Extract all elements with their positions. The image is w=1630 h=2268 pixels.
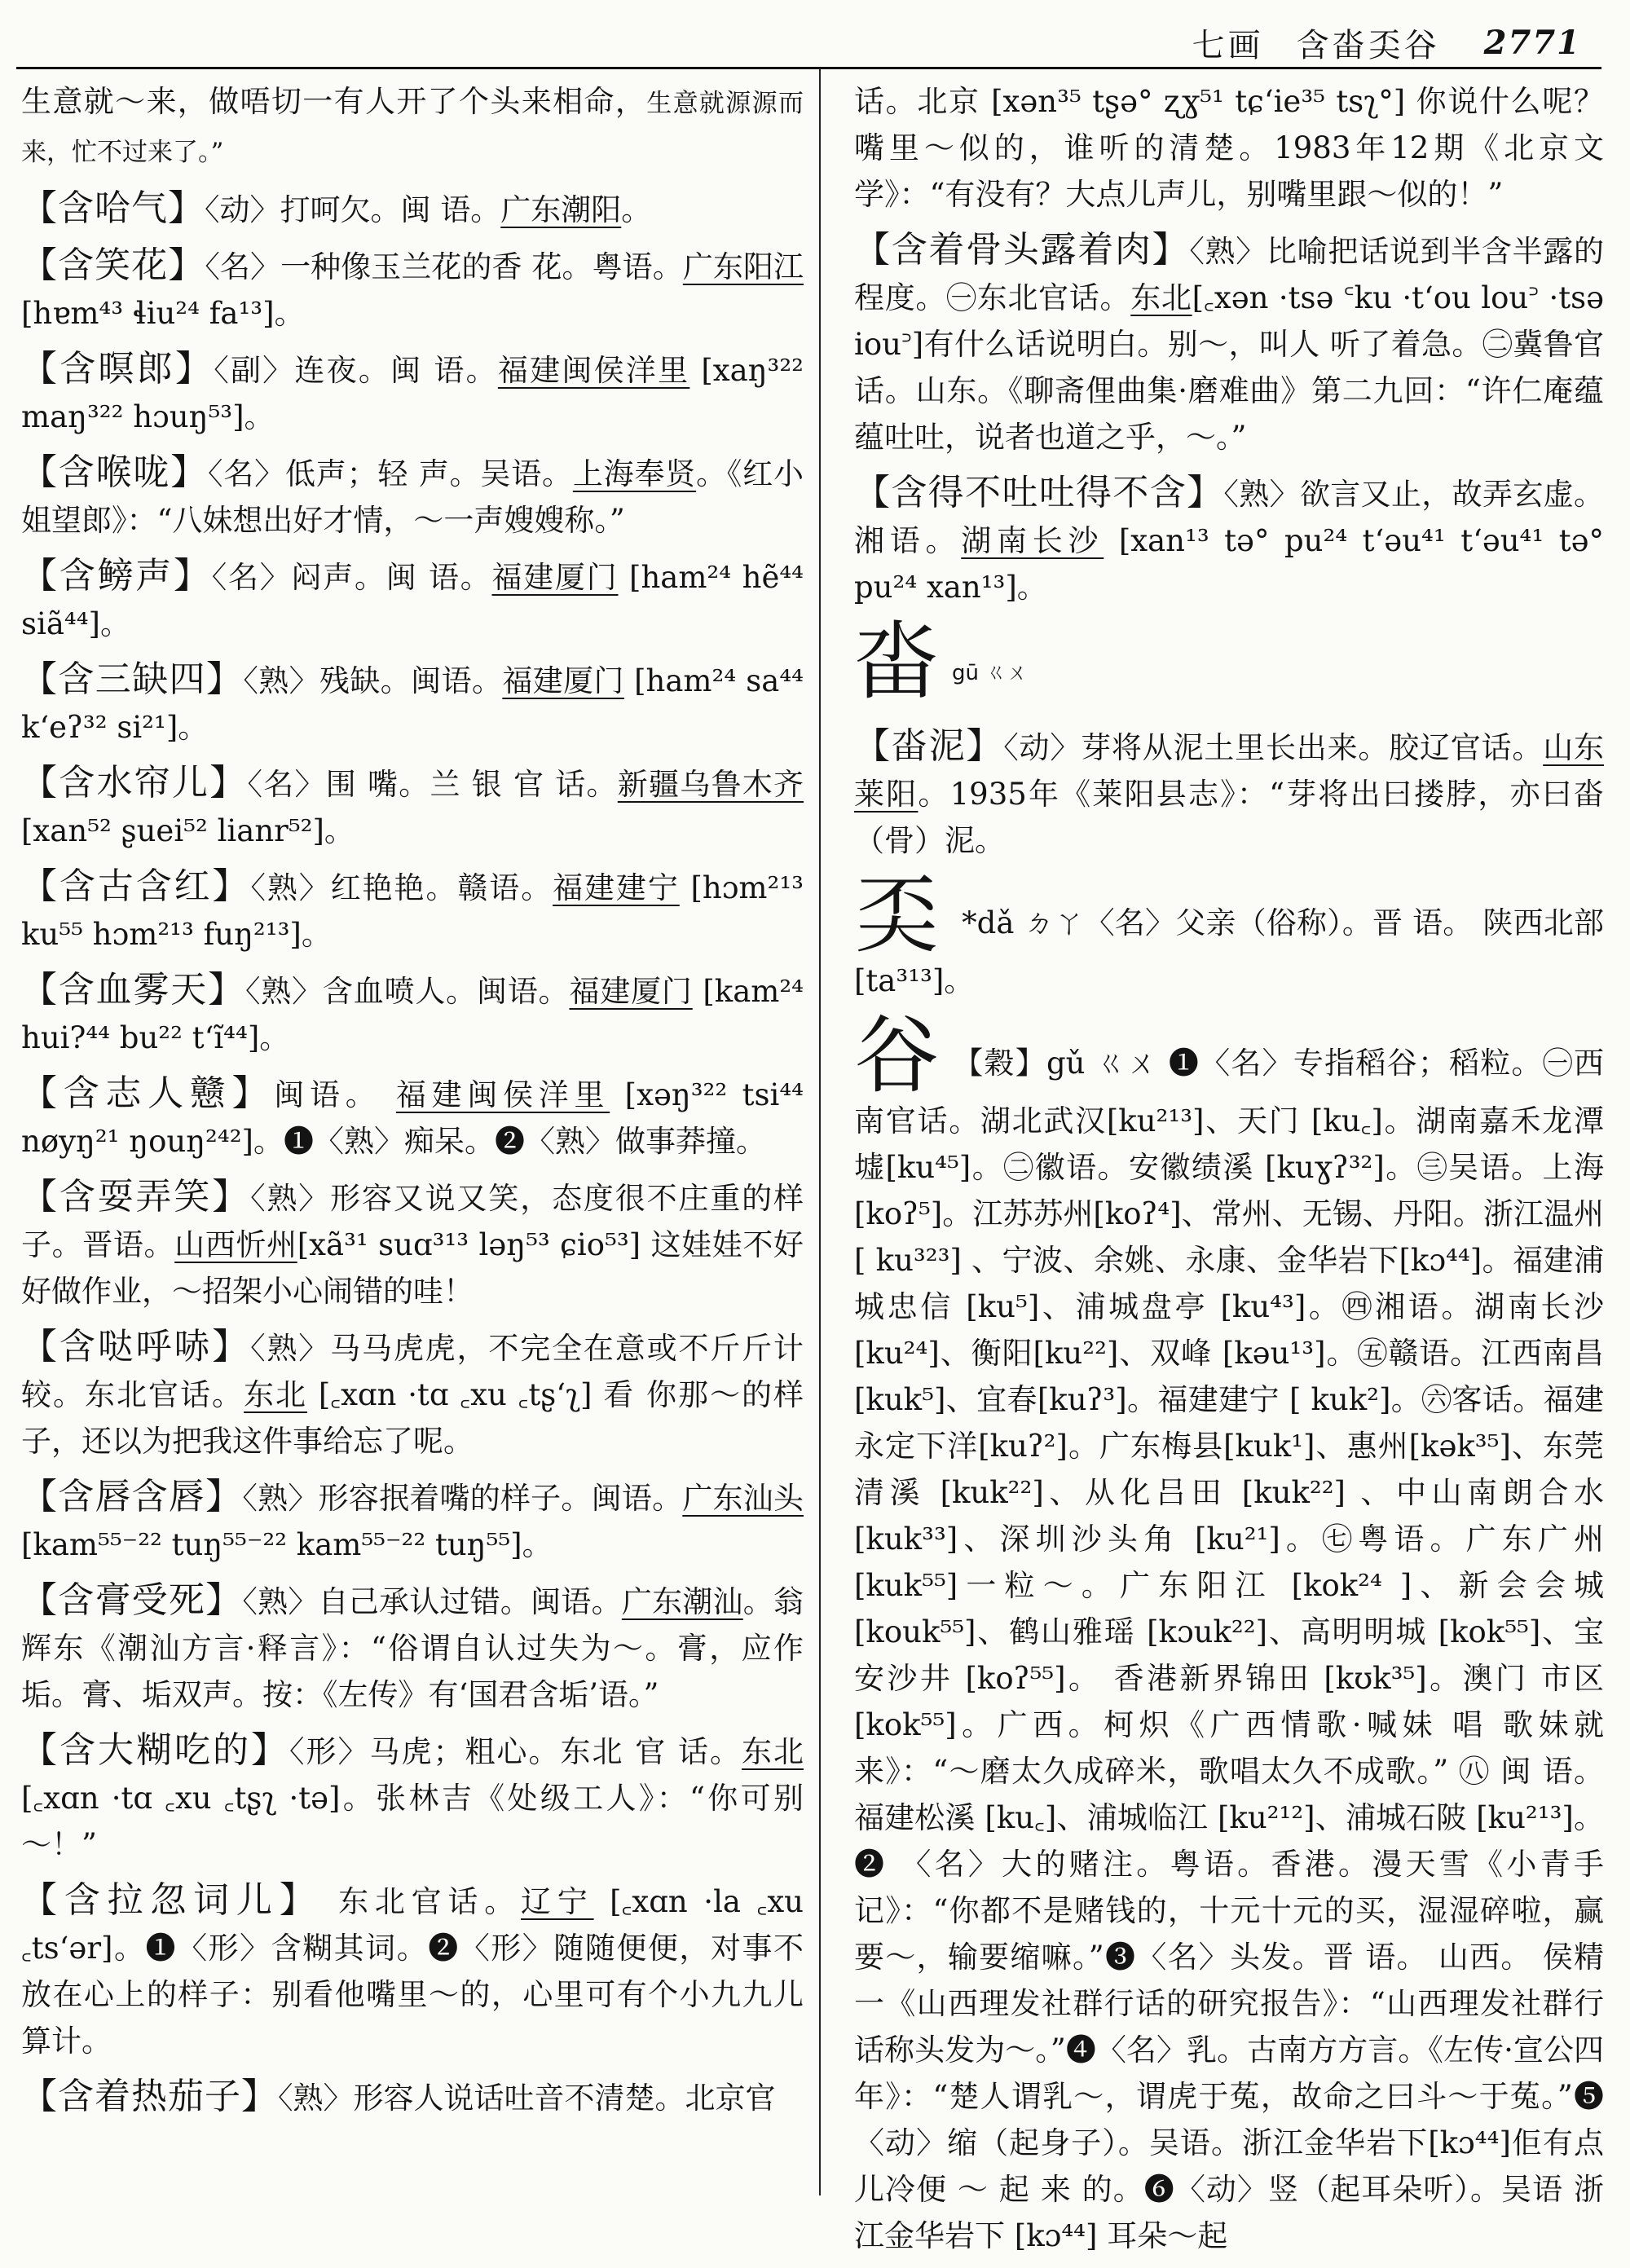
entry-headword: 【含笑花】 (21, 244, 205, 286)
dictionary-entry (21, 863, 804, 958)
head-pronunciation: gū ㄍㄨ (952, 661, 1029, 685)
entry-definition: 〈熟〉比喻把话说到半含半露的程度。㊀东北官话。 (854, 234, 1605, 315)
entry-detail: [hɔm²¹³ ku⁵⁵ hɔm²¹³ fuŋ²¹³]。 (21, 870, 804, 952)
entry-definition: 〈熟〉马马虎虎，不完全在意或不斤斤计较。东北官话。 (21, 1331, 804, 1412)
char-heading (854, 612, 1604, 718)
head-character: 奀 (854, 865, 940, 965)
entry-detail: [xan¹³ tə° pu²⁴ tʻəu⁴¹ tʻəu⁴¹ tə° pu²⁴ xan¹³]。 (854, 523, 1605, 605)
entry-location: 福建建宁 (553, 870, 680, 905)
head-character: 谷 (854, 1006, 941, 1105)
entry-headword: 【含哈气】 (21, 187, 205, 229)
dictionary-entry (21, 1323, 804, 1464)
continuation-body: 话。北京 [xən³⁵ tʂə° ʐɣ⁵¹ tɕʻie³⁵ tsʅ°] 你说什么呢？嘴里～似的，谁听的清楚。1983年12期《北京文学》：“有没有？大点儿声儿，别嘴里跟～似的！” (854, 84, 1604, 212)
entry-detail: 。翁辉东《潮汕方言·释言》：“俗谓自认过失为～。膏，应作垢。膏、垢双声。按：《左传》有‘国君含垢’语。” (21, 1584, 804, 1712)
dictionary-entry (21, 242, 804, 337)
entry-definition: 〈熟〉红艳艳。赣语。 (250, 870, 553, 905)
dictionary-entry (21, 2073, 804, 2121)
entry-definition: 〈熟〉形容抿着嘴的样子。闽语。 (242, 1481, 683, 1516)
continuation-example: 生意就源源而来，忙不过来了。” (21, 89, 804, 167)
entry-definition: 〈名〉低声；轻 声。吴语。 (208, 456, 573, 491)
entry-location: 广东潮阳 (500, 192, 622, 227)
entry-headword: 【含鳑声】 (21, 555, 212, 597)
entry-definition: 〈熟〉形容人说话吐音不清楚。北京官 (278, 2081, 776, 2116)
entry-headword: 【含暝郎】 (21, 348, 214, 390)
entry-detail: [ham²⁴ hẽ⁴⁴ siã⁴⁴]。 (21, 560, 804, 641)
entry-headword: 【含膏受死】 (21, 1579, 243, 1621)
entry-detail: [kam⁵⁵⁻²² tuŋ⁵⁵⁻²² kam⁵⁵⁻²² tuŋ⁵⁵]。 (21, 1527, 553, 1562)
entry-location: 新疆乌鲁木齐 (617, 767, 804, 802)
entry-location: 东北 (742, 1734, 804, 1769)
entry-detail: 。《红小姐望郎》：“八妹想出好才情，～一声嫂嫂称。” (21, 456, 804, 538)
page-number: 2771 (1483, 23, 1581, 62)
entry-headword: 【含唇含唇】 (21, 1476, 243, 1517)
entry-location: 上海奉贤 (572, 456, 697, 491)
dictionary-entry (21, 967, 804, 1061)
entry-headword: 【含拉忽词儿】 (21, 1879, 323, 1921)
entry-detail: [꜀xən ·tsə ꜂ku ·tʻou lou꜄ ·tsə iou꜄]有什么话说明白。别～，叫人 听了着急。㊁冀鲁官话。山东。《聊斋俚曲集·磨难曲》第二九回：“许仁庵蕴蕴吐吐，说者也道之乎，～。” (854, 280, 1605, 455)
continuation-text (854, 78, 1604, 218)
dictionary-entry (21, 449, 804, 544)
entry-detail: [xəŋ³²² tsi⁴⁴ nøyŋ²¹ ŋouŋ²⁴²]。❶〈熟〉痴呆。❷〈熟〉做事莽撞。 (21, 1077, 804, 1159)
headword-range: 含畓奀谷 (1296, 26, 1440, 64)
dictionary-entry (21, 185, 804, 233)
char-definition: 【穀】gǔ ㄍㄨ ❶〈名〉专指稻谷；稻粒。㊀西南官话。湖北武汉[ku²¹³]、天门 [ku꜀]。湖南嘉禾龙潭墟[ku⁴⁵]。㊁徽语。安徽绩溪 [kuɣʔ³²]。㊂吴语。上海[koʔ⁵]。江苏苏州[koʔ⁴]、常州、无锡、丹阳。浙江温州 [ ku³²³] 、宁波、余姚、永康、金华岩下[kɔ⁴⁴]。福建浦城忠信 [ku⁵]、浦城盘亭 [ku⁴³]。㊃湘语。湖南长沙[ku²⁴]、衡阳[ku²²]、双峰 [kəu¹³]。㊄赣语。江西南昌 [kuk⁵]、宜春[kuʔ³]。福建建宁 [ kuk²]。㊅客话。福建永定下洋[kuʔ²]。广东梅县[kuk¹]、惠州[kək³⁵]、东莞清溪 [kuk²²]、从化吕田 [kuk²²] 、中山南朗合水[kuk³³]、深圳沙头角 [ku²¹]。㊆粤语。广东广州[kuk⁵⁵]一粒～。广东阳江 [kok²⁴ ]、新会会城[kouk⁵⁵]、鹤山雅瑶 [kɔuk²²]、高明明城 [kok⁵⁵]、宝安沙井 [koʔ⁵⁵]。 香港新界锦田 [kʊk³⁵]。澳门 市区[kok⁵⁵]。广西。柯炽《广西情歌·喊妹 唱 歌妹就来》：“～磨太久成碎米，歌唱太久不成歌。” ㊇ 闽 语。福建松溪 [ku꜀]、浦城临江 [ku²¹²]、浦城石陂 [ku²¹³]。 ❷ 〈名〉大的赌注。粤语。香港。漫天雪《小青手记》：“你都不是赌钱的，十元十元的买，湿湿碎啦，赢要～，输要缩嘛。”❸〈名〉头发。晋 语。 山西。 侯精一《山西理发社群行话的研究报告》：“山西理发社群行话称头发为～。”❹〈名〉乳。古南方方言。《左传·宣公四年》：“楚人谓乳～，谓虎于菟，故命之曰斗～于菟。”❺〈动〉缩（起身子）。吴语。浙江金华岩下[kɔ⁴⁴]佢有点儿冷便 ～ 起 来 的。❻〈动〉竖（起耳朵听）。吴语 浙江金华岩下 [kɔ⁴⁴] 耳朵～起 (854, 1046, 1604, 2253)
entry-headword: 【含水帘儿】 (21, 762, 248, 804)
dictionary-entry (21, 1174, 804, 1315)
section-label: 七画 (1192, 26, 1264, 64)
dictionary-entry (854, 723, 1604, 864)
entry-detail: 。 (621, 192, 652, 227)
entry-detail: [xaŋ³²² maŋ³²² hɔuŋ⁵³]。 (21, 353, 804, 434)
entry-location: 福建闽侯洋里 (395, 1077, 610, 1112)
entry-location: 东北 (244, 1377, 308, 1412)
continuation-body: 生意就～来，做唔切一有人开了个头来相命， (21, 84, 647, 119)
continuation-text (21, 78, 804, 176)
dictionary-entry (21, 1727, 804, 1868)
entry-definition: 〈动〉芽将从泥土里长出来。胶辽官话。 (1003, 730, 1544, 765)
dictionary-entry (21, 656, 804, 751)
entry-headword: 【含血雾天】 (21, 969, 245, 1011)
dictionary-entry (854, 227, 1604, 460)
left-column (21, 78, 804, 2130)
entry-headword: 【含着热茄子】 (21, 2076, 278, 2117)
entry-definition: 东北官话。 (322, 1884, 522, 1919)
entry-detail: [kam²⁴ hui?⁴⁴ bu²² tʻĩ⁴⁴]。 (21, 974, 804, 1055)
entry-detail: [꜀xɑn ·tɑ ꜀xu ꜀tʂʅ ·tə]。张林吉《处级工人》：“你可别～！” (21, 1781, 804, 1862)
entry-location: 广东阳江 (682, 249, 804, 284)
entry-location: 福建闽侯洋里 (497, 353, 690, 388)
entry-definition: 〈名〉闷声。闽 语。 (211, 560, 492, 595)
char-entry (854, 1006, 1604, 2259)
entry-detail: 。1935年《莱阳县志》：“芽将出曰搂脖，亦曰畓（骨）泥。 (854, 777, 1605, 858)
entry-detail: [xã³¹ suɑ³¹³ ləŋ⁵³ ɕio⁵³] 这娃娃不好好做作业，～招架小心闹错的哇！ (21, 1227, 804, 1309)
entry-definition: 〈熟〉欲言又止，故弄玄虚。湘语。 (854, 477, 1605, 558)
dictionary-entry (21, 1070, 804, 1165)
entry-headword: 【畓泥】 (854, 725, 1004, 767)
entry-location: 广东汕头 (682, 1481, 804, 1516)
entry-headword: 【含古含红】 (21, 865, 251, 907)
entry-definition: 〈名〉围 嘴。兰 银 官 话。 (247, 767, 618, 802)
entry-detail: [꜀xɑn ·la ꜀xu ꜀tsʻər]。❶〈形〉含糊其词。❷〈形〉随随便便，对事不放在心上的样子：别看他嘴里～的，心里可有个小九九儿算计。 (21, 1884, 804, 2059)
entry-detail: [꜀xɑn ·tɑ ꜀xu ꜀tʂʻʅ] 看 你那～的样子，还以为把我这件事给忘了呢。 (21, 1377, 804, 1459)
entry-definition: 〈熟〉形容又说又笑，态度很不庄重的样子。晋语。 (21, 1181, 804, 1262)
dictionary-entry (854, 469, 1604, 610)
entry-definition: 〈熟〉自己承认过错。闽语。 (242, 1584, 622, 1619)
column-divider (819, 68, 821, 2195)
entry-headword: 【含着骨头露着肉】 (854, 229, 1190, 271)
entry-location: 福建厦门 (491, 560, 619, 595)
entry-headword: 【含喉咙】 (21, 451, 209, 493)
dictionary-entry (21, 760, 804, 854)
entry-location: 广东潮汕 (621, 1584, 743, 1619)
entry-definition: 〈形〉马虎；粗心。东北 官 话。 (289, 1734, 742, 1769)
entry-headword: 【含志人戆】 (21, 1072, 275, 1114)
entry-detail: [hɐm⁴³ ɬiu²⁴ fa¹³]。 (21, 296, 305, 331)
entry-detail: [ham²⁴ sa⁴⁴ kʻeʔ³² si²¹]。 (21, 663, 804, 745)
header-rule (16, 67, 1601, 69)
entry-headword: 【含耍弄笑】 (21, 1176, 251, 1218)
char-entry (854, 865, 1604, 1004)
entry-definition: 〈名〉一种像玉兰花的香 花。粤语。 (205, 249, 683, 284)
entry-definition: 〈熟〉含血喷人。闽语。 (244, 974, 570, 1009)
dictionary-entry (21, 1473, 804, 1568)
entry-definition: 闽语。 (274, 1077, 396, 1112)
dictionary-entry (21, 553, 804, 647)
entry-headword: 【含大糊吃的】 (21, 1729, 289, 1771)
entry-headword: 【含哒呼哧】 (21, 1326, 251, 1367)
right-column (854, 78, 1604, 2268)
entry-headword: 【含三缺四】 (21, 658, 244, 700)
entry-headword: 【含得不吐吐得不含】 (854, 472, 1224, 513)
entry-definition: 〈副〉连夜。闽 语。 (214, 353, 498, 388)
entry-location: 福建厦门 (502, 663, 624, 698)
dictionary-entry (21, 1877, 804, 2064)
entry-location: 山西忻州 (174, 1227, 297, 1262)
entry-location: 辽宁 (521, 1884, 594, 1919)
dictionary-entry (21, 1577, 804, 1718)
head-character: 畓 (854, 612, 940, 711)
entry-location: 东北 (1130, 280, 1192, 315)
entry-location: 湖南长沙 (961, 523, 1104, 558)
entry-location: 山东莱阳 (854, 730, 1605, 812)
char-definition: *dǎ ㄉㄚ〈名〉父亲（俗称）。晋 语。 陕西北部 [ta³¹³]。 (854, 905, 1604, 998)
entry-definition: 〈动〉打呵欠。闽 语。 (205, 192, 501, 227)
entry-detail: [xan⁵² ʂuei⁵² lianr⁵²]。 (21, 813, 355, 848)
page-header (1192, 18, 1581, 67)
dictionary-entry (21, 346, 804, 440)
entry-location: 福建厦门 (569, 974, 693, 1009)
entry-definition: 〈熟〉残缺。闽语。 (243, 663, 503, 698)
